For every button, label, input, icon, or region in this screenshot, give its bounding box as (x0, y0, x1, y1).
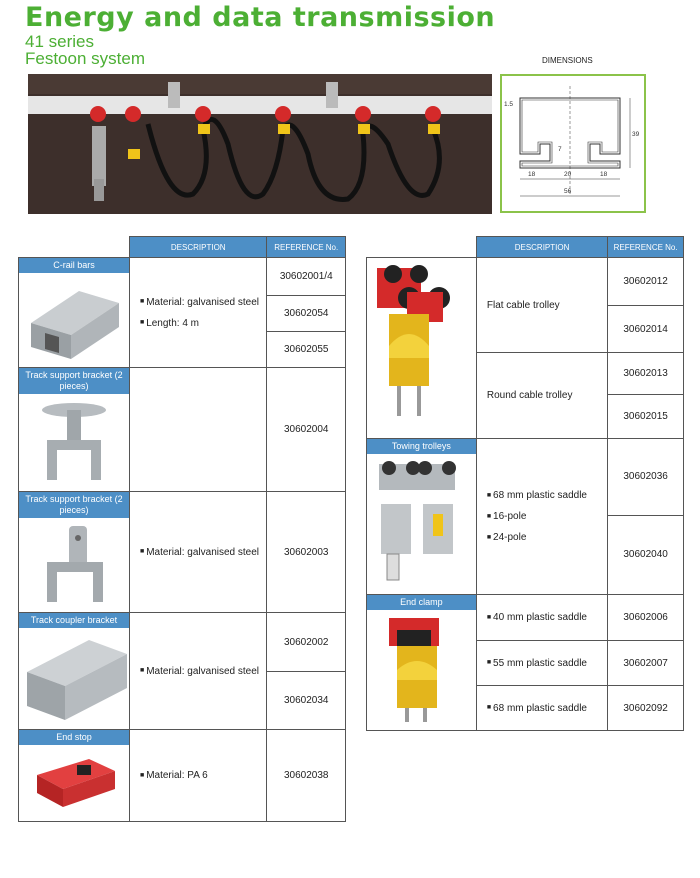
product-name: Track coupler bracket (19, 613, 129, 628)
support-bracket-2-description: ■ Material: galvanised steel (130, 492, 267, 613)
right-spec-table (366, 236, 684, 731)
support-bracket-2-image (19, 518, 129, 610)
ref-number: 30602006 (608, 595, 684, 641)
ref-number: 30602007 (608, 641, 684, 686)
dim-right: 18 (600, 171, 608, 178)
dim-flange: 1.5 (504, 101, 514, 108)
product-end-clamp (367, 595, 477, 731)
dim-total: 56 (564, 188, 572, 195)
product-towing-trolleys (367, 439, 477, 595)
dim-slot: 7 (558, 146, 562, 153)
product-coupler-bracket (19, 613, 130, 730)
end-clamp-desc-40: ■ 40 mm plastic saddle (476, 595, 607, 641)
ref-number: 30602004 (267, 368, 346, 492)
dimensions-drawing (500, 74, 646, 213)
c-rail-description: ■ Material: galvanised steel ■ Length: 4 m (130, 258, 267, 368)
ref-number: 30602012 (608, 258, 684, 306)
coupler-bracket-image (19, 628, 129, 726)
product-name: Track support bracket (2 pieces) (19, 368, 129, 394)
festoon-photo (28, 74, 492, 214)
ref-number: 30602001/4 (267, 258, 346, 296)
ref-number: 30602038 (267, 730, 346, 822)
col-description: DESCRIPTION (476, 237, 607, 258)
dimensions-label: DIMENSIONS (542, 56, 593, 65)
ref-number: 30602034 (267, 672, 346, 730)
col-description: DESCRIPTION (130, 237, 267, 258)
col-reference: REFERENCE No. (267, 237, 346, 258)
series-label: 41 series (25, 32, 94, 51)
product-c-rail (19, 258, 130, 368)
ref-number: 30602002 (267, 613, 346, 672)
ref-number: 30602054 (267, 296, 346, 332)
dim-height: 39 (632, 131, 640, 138)
product-name: End stop (19, 730, 129, 745)
product-name: C-rail bars (19, 258, 129, 273)
round-trolley-description: Round cable trolley (476, 353, 607, 439)
system-label: Festoon system (25, 49, 145, 68)
left-spec-table (18, 236, 346, 822)
end-stop-description: ■ Material: PA 6 (130, 730, 267, 822)
dim-left: 18 (528, 171, 536, 178)
dim-middle: 20 (564, 171, 572, 178)
towing-trolleys-image (367, 454, 467, 594)
flat-trolley-description: Flat cable trolley (476, 258, 607, 353)
product-cable-trolley (367, 258, 477, 439)
end-clamp-desc-68: ■ 68 mm plastic saddle (476, 686, 607, 731)
ref-number: 30602014 (608, 306, 684, 353)
product-support-bracket (19, 368, 130, 492)
c-rail-image (19, 273, 129, 365)
ref-number: 30602040 (608, 515, 684, 594)
end-clamp-image (367, 610, 467, 728)
product-name: End clamp (367, 595, 476, 610)
page-title: Energy and data transmission (25, 2, 496, 33)
col-reference: REFERENCE No. (608, 237, 684, 258)
cable-trolley-image (367, 258, 467, 438)
ref-number: 30602003 (267, 492, 346, 613)
support-bracket-image (19, 394, 129, 490)
end-stop-image (19, 745, 129, 815)
ref-number: 30602015 (608, 395, 684, 439)
towing-description: ■ 68 mm plastic saddle ■ 16-pole ■ 24-pole (476, 439, 607, 595)
product-support-bracket-2 (19, 492, 130, 613)
product-name: Track support bracket (2 pieces) (19, 492, 129, 518)
ref-number: 30602013 (608, 353, 684, 395)
product-name: Towing trolleys (367, 439, 476, 454)
ref-number: 30602092 (608, 686, 684, 731)
coupler-description: ■ Material: galvanised steel (130, 613, 267, 730)
ref-number: 30602036 (608, 439, 684, 516)
ref-number: 30602055 (267, 332, 346, 368)
end-clamp-desc-55: ■ 55 mm plastic saddle (476, 641, 607, 686)
product-end-stop (19, 730, 130, 822)
